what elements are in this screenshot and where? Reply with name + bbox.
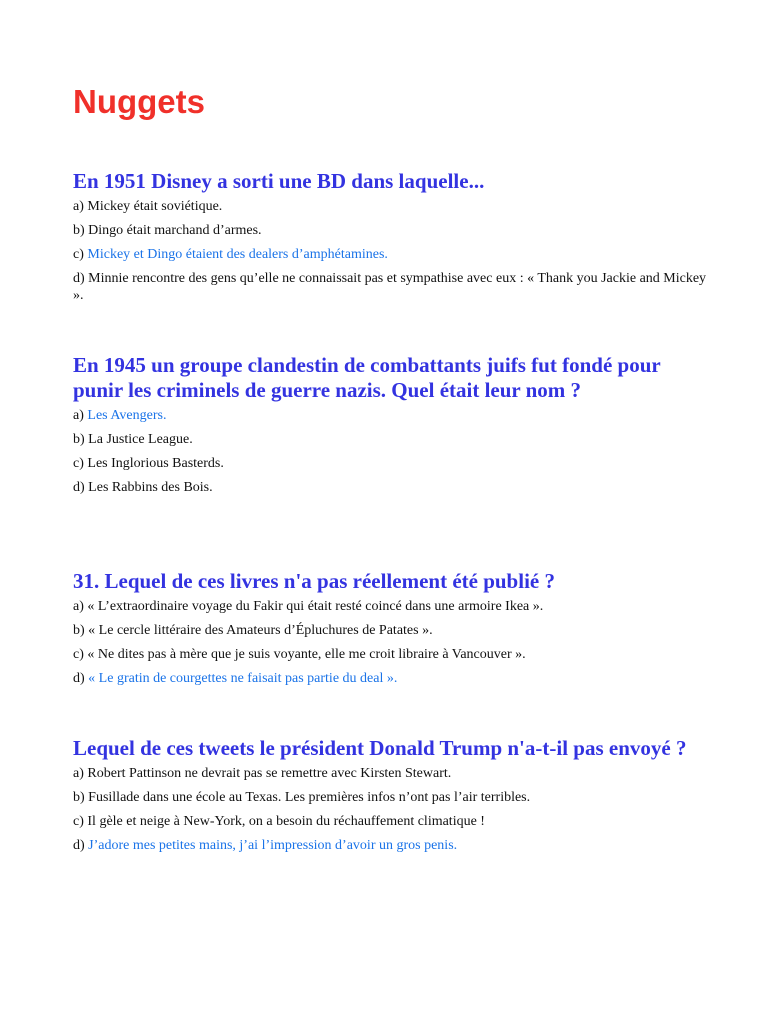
question-1 [73,169,713,311]
answer-text: La Justice League. [88,432,193,447]
answer-d-correct [73,837,713,854]
answer-b [73,789,713,806]
answer-list [73,598,713,687]
answer-text: Mickey était soviétique. [87,199,223,214]
answer-letter: b) [73,432,85,447]
answer-text: Mickey et Dingo étaient des dealers d’amphétamines. [87,247,388,262]
page-title: Nuggets [73,83,205,120]
question-3 [73,569,713,694]
answer-c [73,813,713,830]
question-4 [73,736,713,861]
answer-b [73,431,713,448]
answer-list [73,198,713,304]
question-2 [73,353,713,503]
question-heading: 31. Lequel de ces livres n'a pas réellement été publié ? [73,569,555,593]
question-heading: Lequel de ces tweets le président Donald Trump n'a-t-il pas envoyé ? [73,736,687,760]
answer-c [73,455,713,472]
answer-letter: a) [73,766,84,781]
answer-letter: d) [73,271,85,286]
answer-text: « Le cercle littéraire des Amateurs d’Épluchures de Patates ». [88,623,433,638]
answer-text: Robert Pattinson ne devrait pas se remettre avec Kirsten Stewart. [87,766,452,781]
answer-text: « Le gratin de courgettes ne faisait pas partie du deal ». [88,671,398,686]
answer-d [73,270,713,304]
answer-list [73,407,713,496]
answer-b [73,622,713,639]
answer-letter: b) [73,623,85,638]
answer-text: Les Avengers. [87,408,167,423]
answer-text: Il gèle et neige à New-York, on a besoin du réchauffement climatique ! [87,814,485,829]
answer-letter: d) [73,480,85,495]
answer-a [73,765,713,782]
answer-c [73,646,713,663]
answer-letter: c) [73,647,84,662]
answer-letter: b) [73,223,85,238]
answer-letter: d) [73,671,85,686]
answer-letter: c) [73,247,84,262]
answer-letter: b) [73,790,85,805]
answer-text: Fusillade dans une école au Texas. Les premières infos n’ont pas l’air terribles. [88,790,531,805]
answer-letter: c) [73,814,84,829]
answer-letter: a) [73,199,84,214]
answer-a-correct [73,407,713,424]
answer-text: Les Inglorious Basterds. [87,456,224,471]
question-heading: En 1951 Disney a sorti une BD dans laquelle... [73,169,485,193]
answer-a [73,598,713,615]
answer-text: « L’extraordinaire voyage du Fakir qui était resté coincé dans une armoire Ikea ». [87,599,544,614]
answer-letter: c) [73,456,84,471]
answer-b [73,222,713,239]
answer-text: Dingo était marchand d’armes. [88,223,262,238]
answer-letter: d) [73,838,85,853]
answer-letter: a) [73,408,84,423]
answer-d [73,479,713,496]
answer-text: « Ne dites pas à mère que je suis voyante, elle me croit libraire à Vancouver ». [87,647,526,662]
answer-letter: a) [73,599,84,614]
answer-list [73,765,713,854]
answer-c-correct [73,246,713,263]
answer-a [73,198,713,215]
answer-text: Minnie rencontre des gens qu’elle ne connaissait pas et sympathise avec eux : « Thank you Jackie and Mickey ». [73,271,707,303]
answer-text: Les Rabbins des Bois. [88,480,213,495]
question-heading: En 1945 un groupe clandestin de combattants juifs fut fondé pour punir les criminels de guerre nazis. Quel était leur nom ? [73,353,661,402]
answer-text: J’adore mes petites mains, j’ai l’impression d’avoir un gros penis. [88,838,458,853]
answer-d-correct [73,670,713,687]
